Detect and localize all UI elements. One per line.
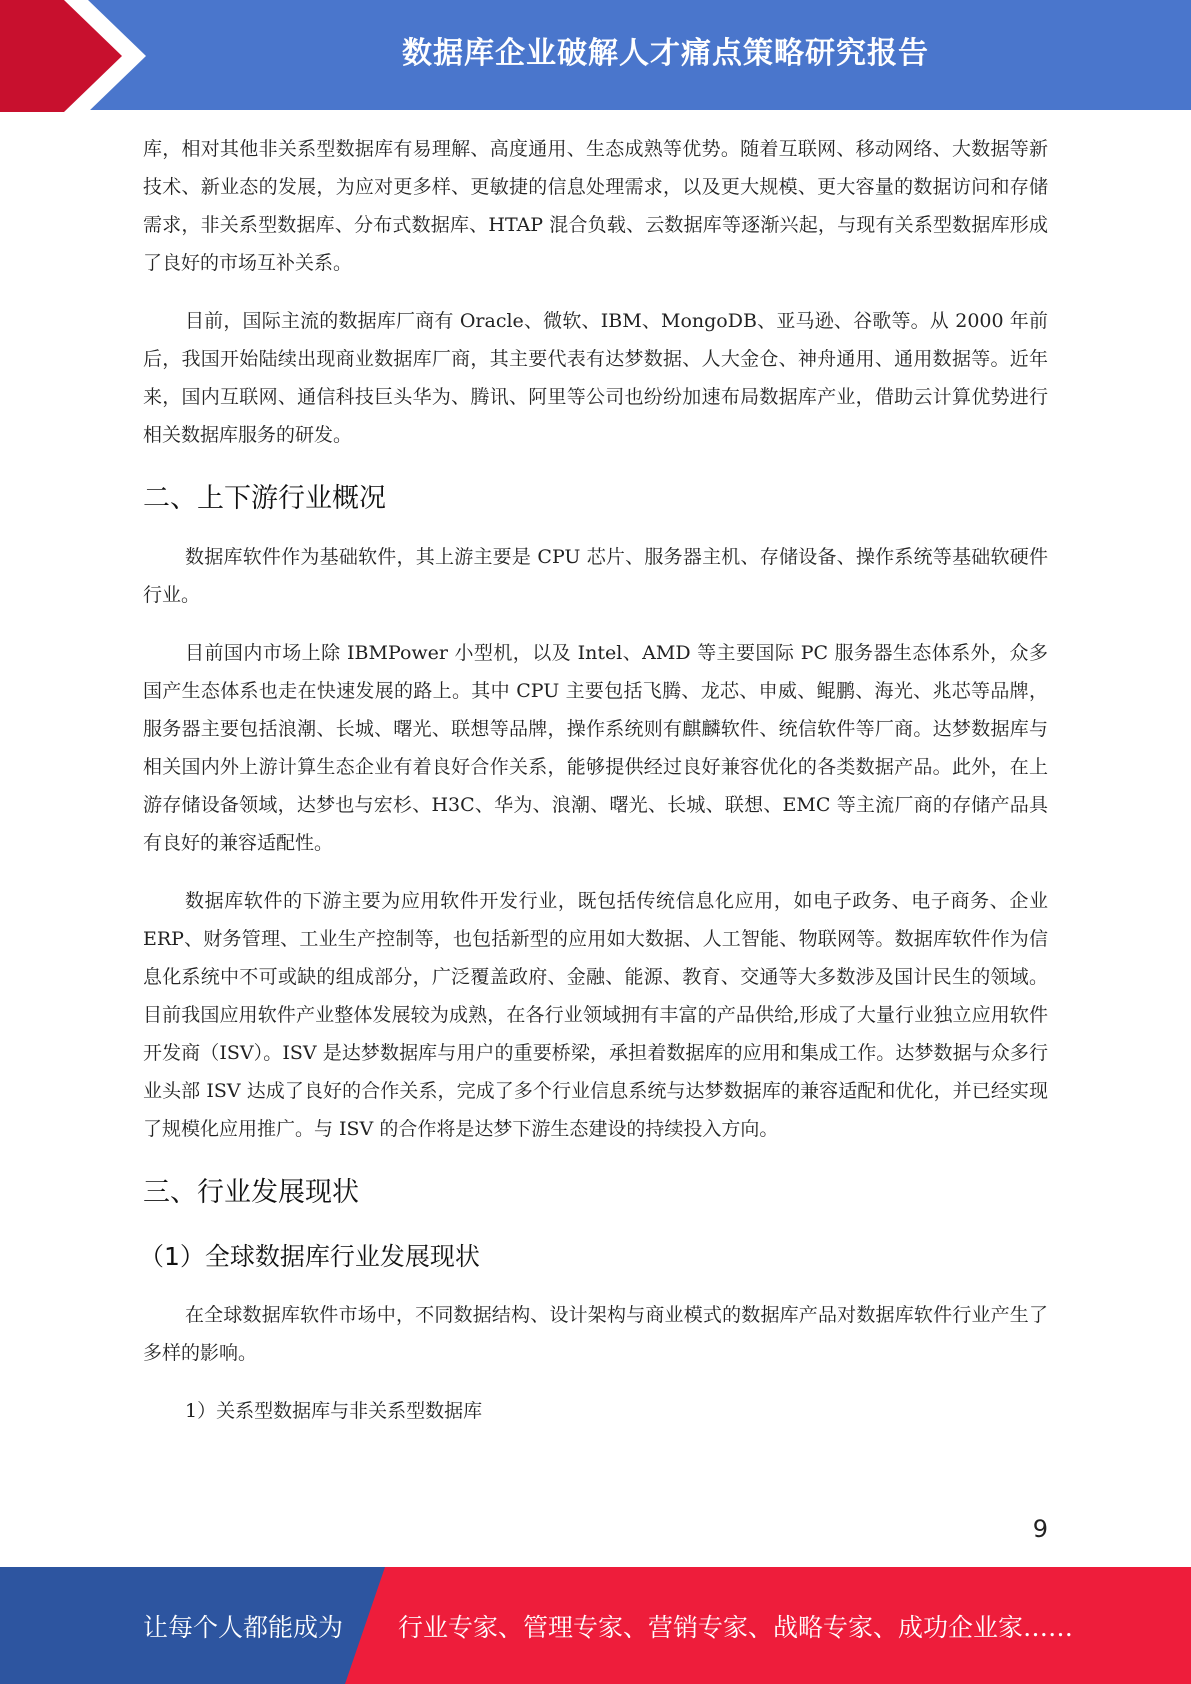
sub-item-heading: 1）关系型数据库与非关系型数据库 (185, 1400, 483, 1422)
paragraph-4: 目前国内市场上除 IBMPower 小型机，以及 Intel、AMD 等主要国际 PC 服务器生态体系外，众多国产生态体系也走在快速发展的路上。其中 CPU 主要包括飞腾、龙芯、申威、鲲鹏、海光、兆芯等品牌，服务器主要包括浪潮、长城、曙光、联想等品牌，操作系统则有麒麟软件、统信软件等厂商。达梦数据库与相关国内外上游计算生态企业有着良好合作关系，能够提供经过良好兼容优化的各类数据产品。此外，在上游存储设备领域，达梦也与宏杉、H3C、华为、浪潮、曙光、长城、联想、EMC 等主流厂商的存储产品具有良好的兼容适配性。 (143, 642, 1048, 854)
page-number: 9 (1032, 1515, 1048, 1543)
paragraph-6: 在全球数据库软件市场中，不同数据结构、设计架构与商业模式的数据库产品对数据库软件行业产生了多样的影响。 (143, 1304, 1048, 1364)
paragraph-1: 库，相对其他非关系型数据库有易理解、高度通用、生态成熟等优势。随着互联网、移动网络、大数据等新技术、新业态的发展，为应对更多样、更敏捷的信息处理需求，以及更大规模、更大容量的数据访问和存储需求，非关系型数据库、分布式数据库、HTAP 混合负载、云数据库等逐渐兴起，与现有关系型数据库形成了良好的市场互补关系。 (143, 138, 1048, 274)
section-heading-upstream-downstream: 二、上下游行业概况 (143, 483, 386, 514)
header-chevron-icon (0, 0, 150, 112)
page-footer (0, 1567, 1191, 1684)
page-header (0, 0, 1191, 110)
footer-slogan-right: 行业专家、管理专家、营销专家、战略专家、成功企业家…… (398, 1612, 1074, 1642)
section-heading-industry-status: 三、行业发展现状 (143, 1177, 359, 1208)
report-title: 数据库企业破解人才痛点策略研究报告 (402, 36, 929, 71)
paragraph-2: 目前，国际主流的数据库厂商有 Oracle、微软、IBM、MongoDB、亚马逊、谷歌等。从 2000 年前后，我国开始陆续出现商业数据库厂商，其主要代表有达梦数据、人大金仓、神舟通用、通用数据等。近年来，国内互联网、通信科技巨头华为、腾讯、阿里等公司也纷纷加速布局数据库产业，借助云计算优势进行相关数据库服务的研发。 (143, 310, 1048, 446)
subsection-heading-global: （1）全球数据库行业发展现状 (139, 1242, 480, 1271)
footer-slogan-left: 让每个人都能成为 (143, 1612, 344, 1642)
paragraph-3: 数据库软件作为基础软件，其上游主要是 CPU 芯片、服务器主机、存储设备、操作系统等基础软硬件行业。 (143, 546, 1048, 606)
paragraph-5: 数据库软件的下游主要为应用软件开发行业，既包括传统信息化应用，如电子政务、电子商务、企业 ERP、财务管理、工业生产控制等，也包括新型的应用如大数据、人工智能、物联网等。数据库软件作为信息化系统中不可或缺的组成部分，广泛覆盖政府、金融、能源、教育、交通等大多数涉及国计民生的领域。目前我国应用软件产业整体发展较为成熟，在各行业领域拥有丰富的产品供给,形成了大量行业独立应用软件开发商（ISV）。ISV 是达梦数据库与用户的重要桥梁，承担着数据库的应用和集成工作。达梦数据与众多行业头部 ISV 达成了良好的合作关系，完成了多个行业信息系统与达梦数据库的兼容适配和优化，并已经实现了规模化应用推广。与 ISV 的合作将是达梦下游生态建设的持续投入方向。 (143, 890, 1048, 1140)
page-content (139, 130, 1048, 1430)
